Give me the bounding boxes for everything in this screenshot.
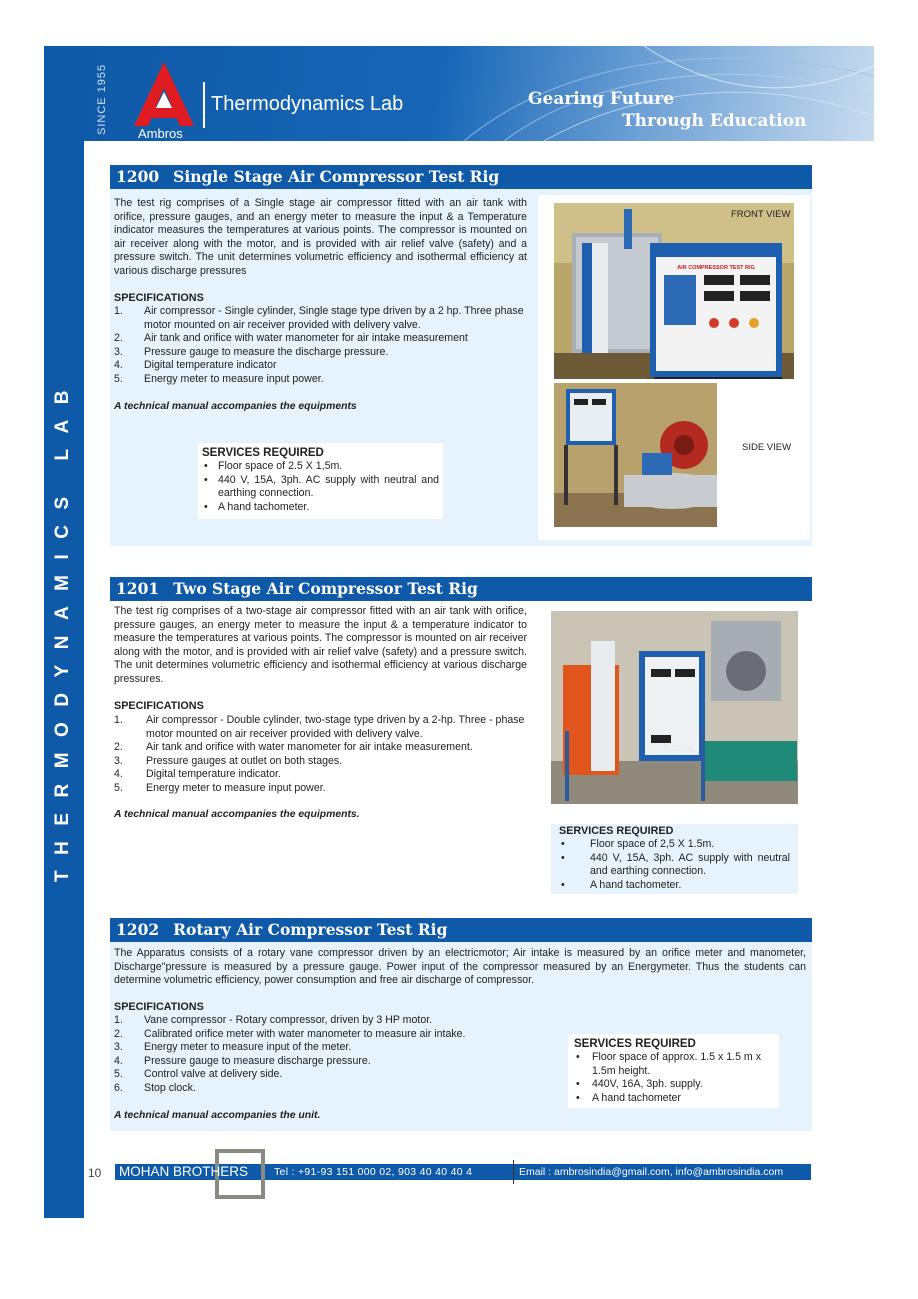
spec-item: 5. Energy meter to measure input power. [114, 781, 326, 794]
spec-item: 1. Air compressor - Double cylinder, two-stage type driven by a 2-hp. Three - phase motor mounted on air receiver provided with delivery valve. [114, 714, 525, 740]
services-heading: SERVICES REQUIRED [574, 1038, 696, 1050]
section-title-bar-1200 [110, 165, 812, 189]
header-divider [203, 82, 205, 128]
two-stage-rig-photo [551, 611, 798, 804]
service-item: • 440 V, 15A, 3ph. AC supply with neutral and earthing connection. [559, 852, 790, 879]
side-view-label: SIDE VIEW [742, 442, 792, 453]
footer-telephone: Tel : +91-93 151 000 02, 903 40 40 40 4 [274, 1166, 473, 1178]
spec-item: 4. Digital temperature indicator. [114, 768, 281, 780]
service-item: • 440V, 16A, 3ph. supply. [574, 1078, 773, 1092]
specifications-heading: SPECIFICATIONS [114, 1001, 204, 1013]
service-item: • A hand tachometer. [202, 501, 439, 515]
section-description: The test rig comprises of a two-stage air compressor fitted with an air tank with orifice, pressure gauges, an energy meter to measure the input & a temperature indicator to measure the temperatures at various points. The compressor is mounted on air receiver along with the motor, and is provided with air relief valve (safety) and a pressure switch. The unit determines volumetric efficiency and isothermal efficiency at various discharge pressures. [114, 605, 527, 685]
spec-item: 2. Air tank and orifice with water manometer for air intake measurement [114, 332, 468, 344]
technical-manual-note: A technical manual accompanies the equipments [114, 401, 357, 412]
footer-separator [513, 1160, 514, 1184]
section-title: Two Stage Air Compressor Test Rig [173, 579, 478, 598]
section-title-bar-1201 [110, 577, 812, 601]
specifications-list [114, 305, 527, 386]
section-title: Rotary Air Compressor Test Rig [173, 920, 448, 939]
section-description: The Apparatus consists of a rotary vane compressor driven by an electricmotor; Air intake is measured by an orifice meter and manometer, Discharge"pressure is measured by a pressure gauge. Power input of the compressor measured by an Energymeter. Thus the students can determine volumetric efficiency, power consumption and free air discharge of compressor. [114, 947, 806, 986]
spec-item: 2. Air tank and orifice with water manometer for air intake measurement. [114, 741, 473, 753]
watermark-text: Ambros [663, 743, 695, 753]
logo-text: Ambros [138, 126, 183, 141]
section-description: The test rig comprises of a Single stage air compressor fitted with an air tank with orifice, pressure gauges, and an energy meter to measure the input & a Temperature indicator measures the temperatures at various points. The compressor is mounted on air receiver along with the motor, and is provided with air relief valve (safety) and a pressure switch. The unit determines volumetric efficiency and isothermal efficiency at various discharge pressures [114, 197, 527, 277]
service-item: • Floor space of approx. 1.5 x 1.5 m x 1.5m height. [574, 1051, 773, 1078]
spec-item: 3. Pressure gauges at outlet on both stages. [114, 754, 343, 767]
sidebar-vertical-title: THERMODYNAMICS LAB [52, 375, 73, 882]
tagline-line-2: Through Education [622, 111, 807, 131]
services-list [202, 460, 439, 514]
side-view-photo [554, 383, 717, 527]
specifications-heading: SPECIFICATIONS [114, 292, 204, 304]
specifications-list [114, 1014, 554, 1095]
specifications-heading: SPECIFICATIONS [114, 700, 204, 712]
services-heading: SERVICES REQUIRED [559, 825, 674, 837]
technical-manual-note: A technical manual accompanies the unit. [114, 1110, 321, 1121]
spec-item: 1. Air compressor - Single cylinder, Single stage type driven by a 2 hp. Three phase motor mounted on air receiver provided with delivery valve. [114, 305, 524, 331]
lab-title: Thermodynamics Lab [211, 93, 404, 115]
service-item: • 440 V, 15A, 3ph. AC supply with neutral and earthing connection. [202, 474, 439, 501]
footer-company-name: MOHAN BROTHERS [119, 1164, 249, 1179]
spec-item: 6. Stop clock. [114, 1081, 196, 1094]
ambros-logo-icon [132, 60, 196, 130]
section-code: 1200 [116, 167, 160, 186]
page-number: 10 [88, 1166, 102, 1180]
services-list [559, 838, 790, 892]
specifications-list [114, 714, 527, 795]
service-item: • Floor space of 2,5 X 1.5m. [559, 838, 790, 852]
services-heading: SERVICES REQUIRED [202, 447, 324, 459]
services-list [574, 1051, 773, 1105]
services-required-box [198, 443, 443, 519]
service-item: • A hand tachometer. [559, 879, 790, 893]
spec-item: 4. Digital temperature indicator [114, 359, 277, 371]
spec-item: 4. Pressure gauge to measure discharge pressure. [114, 1054, 371, 1067]
services-required-box [568, 1034, 779, 1108]
service-item: • A hand tachometer [574, 1092, 773, 1106]
service-item: • Floor space of 2.5 X 1,5m. [202, 460, 439, 474]
section-title-bar-1202 [110, 918, 812, 942]
footer-email: Email : ambrosindia@gmail.com, info@ambrosindia.com [519, 1166, 784, 1178]
spec-item: 3. Energy meter to measure input of the meter. [114, 1041, 352, 1053]
front-view-photo [554, 203, 794, 379]
section-code: 1202 [116, 920, 160, 939]
panel-label: AIR COMPRESSOR TEST RIG [677, 265, 755, 271]
front-view-label: FRONT VIEW [731, 209, 791, 220]
spec-item: 5. Control valve at delivery side. [114, 1068, 283, 1080]
services-required-box [551, 824, 798, 894]
tagline-line-1: Gearing Future [528, 89, 675, 109]
spec-item: 3. Pressure gauge to measure the discharge pressure. [114, 345, 389, 358]
since-label: SINCE 1955 [96, 63, 108, 135]
spec-item: 2. Calibrated orifice meter with water manometer to measure air intake. [114, 1027, 466, 1040]
section-title: Single Stage Air Compressor Test Rig [173, 167, 500, 186]
spec-item: 1. Vane compressor - Rotary compressor, driven by 3 HP motor. [114, 1014, 433, 1026]
technical-manual-note: A technical manual accompanies the equipments. [114, 809, 360, 820]
spec-item: 5. Energy meter to measure input power. [114, 372, 324, 385]
section-code: 1201 [116, 579, 160, 598]
